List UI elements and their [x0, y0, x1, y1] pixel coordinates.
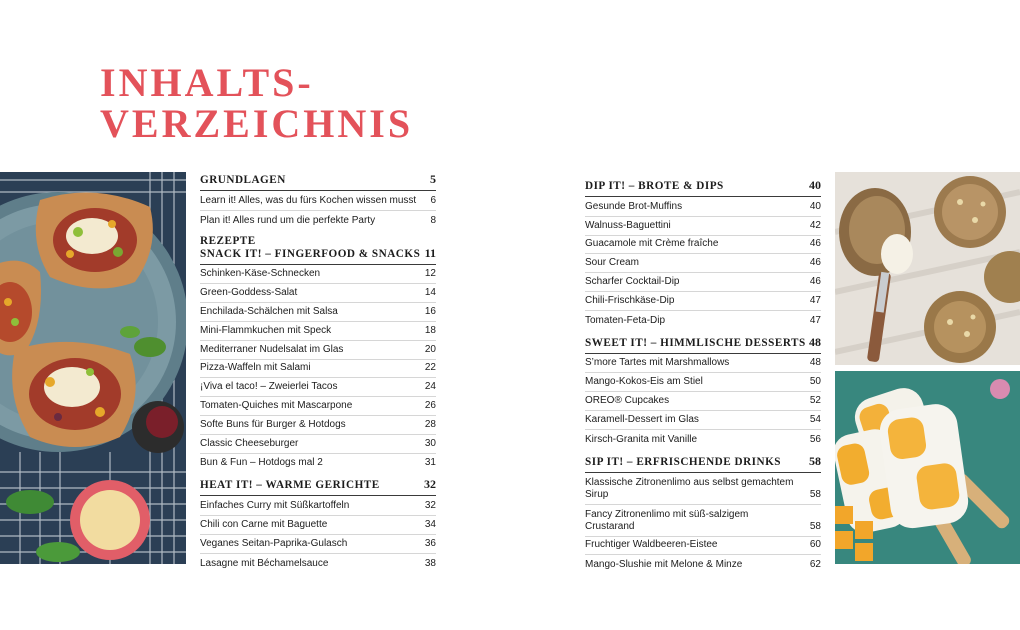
section-page: 5	[430, 172, 436, 186]
entry-title-line-2: Crustarand	[585, 520, 635, 532]
entry-page: 58	[809, 520, 821, 532]
entry-page: 36	[424, 537, 436, 549]
entry-page: 32	[424, 500, 436, 512]
entry-page: 12	[424, 268, 436, 280]
toc-entry	[200, 341, 436, 360]
toc-entry	[200, 378, 436, 397]
toc-entry	[200, 516, 436, 535]
toc-entry	[200, 322, 436, 341]
toc-entry	[585, 254, 821, 273]
toc-entry	[585, 311, 821, 330]
toc-left-column	[200, 172, 436, 573]
section-sip	[585, 454, 821, 473]
section-page: 32	[424, 477, 436, 492]
entry-page: 60	[809, 539, 821, 551]
entry-page: 47	[809, 294, 821, 306]
entry-page: 56	[809, 433, 821, 445]
toc-entry	[200, 416, 436, 435]
toc-entry	[585, 292, 821, 311]
entry-page: 40	[809, 200, 821, 212]
page-title	[100, 62, 413, 144]
entry-title: Pizza-Waffeln mit Salami	[200, 362, 311, 374]
entry-title: ¡Viva el taco! – Zweierlei Tacos	[200, 381, 338, 393]
toc-entry	[200, 535, 436, 554]
entry-title: Bun & Fun – Hotdogs mal 2	[200, 457, 323, 469]
entry-page: 48	[809, 357, 821, 369]
toc-entry	[200, 554, 436, 573]
entry-page: 14	[424, 287, 436, 299]
toc-entry	[585, 505, 821, 537]
entry-page: 62	[809, 559, 821, 571]
entry-title: Chili-Frischkäse-Dip	[585, 294, 675, 306]
section-title: SNACK IT! – FINGERFOOD & SNACKS	[200, 247, 421, 260]
toc-entry	[585, 217, 821, 236]
entry-title	[585, 509, 748, 533]
section-title: HEAT IT! – WARME GERICHTE	[200, 479, 380, 492]
toc-entry	[200, 360, 436, 379]
entry-title: Tomaten-Quiches mit Mascarpone	[200, 399, 353, 411]
entry-title: Karamell-Dessert im Glas	[585, 413, 699, 425]
entry-page: 54	[809, 413, 821, 425]
photo-mango-ice-pops	[835, 371, 1020, 564]
entry-page: 31	[424, 457, 436, 469]
toc-entry	[585, 198, 821, 217]
entry-page: 24	[424, 381, 436, 393]
entry-page: 16	[424, 305, 436, 317]
toc-entry	[585, 555, 821, 574]
toc-entry	[200, 435, 436, 454]
entry-title: Fruchtiger Waldbeeren-Eistee	[585, 539, 718, 551]
entry-title: Mini-Flammkuchen mit Speck	[200, 324, 332, 336]
toc-entry	[585, 273, 821, 292]
entry-title-line-1: Klassische Zitronenlimo aus selbst gemachtem	[585, 477, 794, 489]
toc-entry	[585, 474, 821, 506]
section-page: 48	[809, 334, 821, 349]
entry-page: 38	[424, 557, 436, 569]
section-heat	[200, 477, 436, 496]
section-page: 11	[424, 245, 436, 260]
section-title: GRUNDLAGEN	[200, 174, 286, 186]
toc-entry	[200, 397, 436, 416]
entry-page: 34	[424, 518, 436, 530]
entry-title: Softe Buns für Burger & Hotdogs	[200, 418, 346, 430]
entry-title: Einfaches Curry mit Süßkartoffeln	[200, 500, 350, 512]
entry-page: 22	[424, 362, 436, 374]
toc-entry	[585, 355, 821, 374]
entry-page: 26	[424, 399, 436, 411]
entry-title: Sour Cream	[585, 257, 639, 269]
entry-title: Guacamole mit Crème fraîche	[585, 238, 719, 250]
entry-title-line-1: Fancy Zitronenlimo mit süß-salzigem	[585, 508, 749, 520]
section-page: 58	[809, 453, 821, 468]
entry-page: 46	[809, 238, 821, 250]
toc-entry	[585, 430, 821, 449]
toc-entry	[200, 192, 436, 211]
entry-title: Mango-Slushie mit Melone & Minze	[585, 559, 743, 571]
entry-title: Schinken-Käse-Schnecken	[200, 268, 321, 280]
title-line-1: INHALTS-	[100, 60, 314, 105]
toc-entry	[585, 392, 821, 411]
entry-title	[585, 477, 793, 501]
entry-title: Walnuss-Baguettini	[585, 219, 671, 231]
entry-page: 42	[809, 219, 821, 231]
toc-entry	[200, 284, 436, 303]
entry-page: 46	[809, 275, 821, 287]
entry-title: Green-Goddess-Salat	[200, 287, 298, 299]
title-line-2: VERZEICHNIS	[100, 101, 414, 146]
entry-page: 52	[809, 394, 821, 406]
entry-title: Enchilada-Schälchen mit Salsa	[200, 305, 338, 317]
toc-entry	[585, 236, 821, 255]
entry-page: 20	[424, 343, 436, 355]
entry-title-line-2: Sirup	[585, 489, 609, 501]
entry-page: 50	[809, 376, 821, 388]
entry-title: S’more Tartes mit Marshmallows	[585, 357, 730, 369]
entry-page: 47	[809, 314, 821, 326]
entry-title: OREO® Cupcakes	[585, 394, 670, 406]
photo-enchilada-cups	[0, 172, 186, 564]
section-sweet	[585, 335, 821, 354]
toc-entry	[200, 211, 436, 230]
toc-entry	[585, 373, 821, 392]
entry-title: Chili con Carne mit Baguette	[200, 518, 328, 530]
entry-title: Lasagne mit Béchamelsauce	[200, 557, 329, 569]
toc-entry	[200, 303, 436, 322]
entry-title: Classic Cheeseburger	[200, 437, 299, 449]
entry-page: 46	[809, 257, 821, 269]
section-title: DIP IT! – BROTE & DIPS	[585, 180, 724, 192]
section-title: SWEET IT! – HIMMLISCHE DESSERTS	[585, 336, 806, 349]
entry-page: 58	[809, 489, 821, 501]
entry-title: Veganes Seitan-Paprika-Gulasch	[200, 537, 348, 549]
entry-page: 30	[424, 437, 436, 449]
entry-title: Learn it! Alles, was du fürs Kochen wissen musst	[200, 194, 417, 206]
entry-title: Kirsch-Granita mit Vanille	[585, 433, 698, 445]
toc-entry	[200, 497, 436, 516]
toc-entry	[585, 537, 821, 556]
entry-title: Tomaten-Feta-Dip	[585, 314, 666, 326]
photo-bread-muffins	[835, 172, 1020, 365]
section-snack	[200, 235, 436, 265]
toc-entry	[200, 266, 436, 285]
toc-entry	[585, 411, 821, 430]
section-group-title: REZEPTE	[200, 234, 256, 247]
entry-page: 6	[430, 194, 436, 206]
section-dip	[585, 178, 821, 197]
entry-page: 28	[424, 418, 436, 430]
entry-title: Scharfer Cocktail-Dip	[585, 275, 680, 287]
toc-right-column	[585, 178, 821, 574]
entry-title: Plan it! Alles rund um die perfekte Party	[200, 214, 376, 226]
entry-page: 18	[424, 324, 436, 336]
section-title: SIP IT! – ERFRISCHENDE DRINKS	[585, 455, 782, 468]
entry-title: Gesunde Brot-Muffins	[585, 200, 683, 212]
toc-entry	[200, 454, 436, 473]
entry-page: 8	[430, 214, 436, 226]
entry-title: Mediterraner Nudelsalat im Glas	[200, 343, 344, 355]
section-grundlagen	[200, 172, 436, 191]
section-page: 40	[809, 178, 821, 192]
entry-title: Mango-Kokos-Eis am Stiel	[585, 376, 703, 388]
